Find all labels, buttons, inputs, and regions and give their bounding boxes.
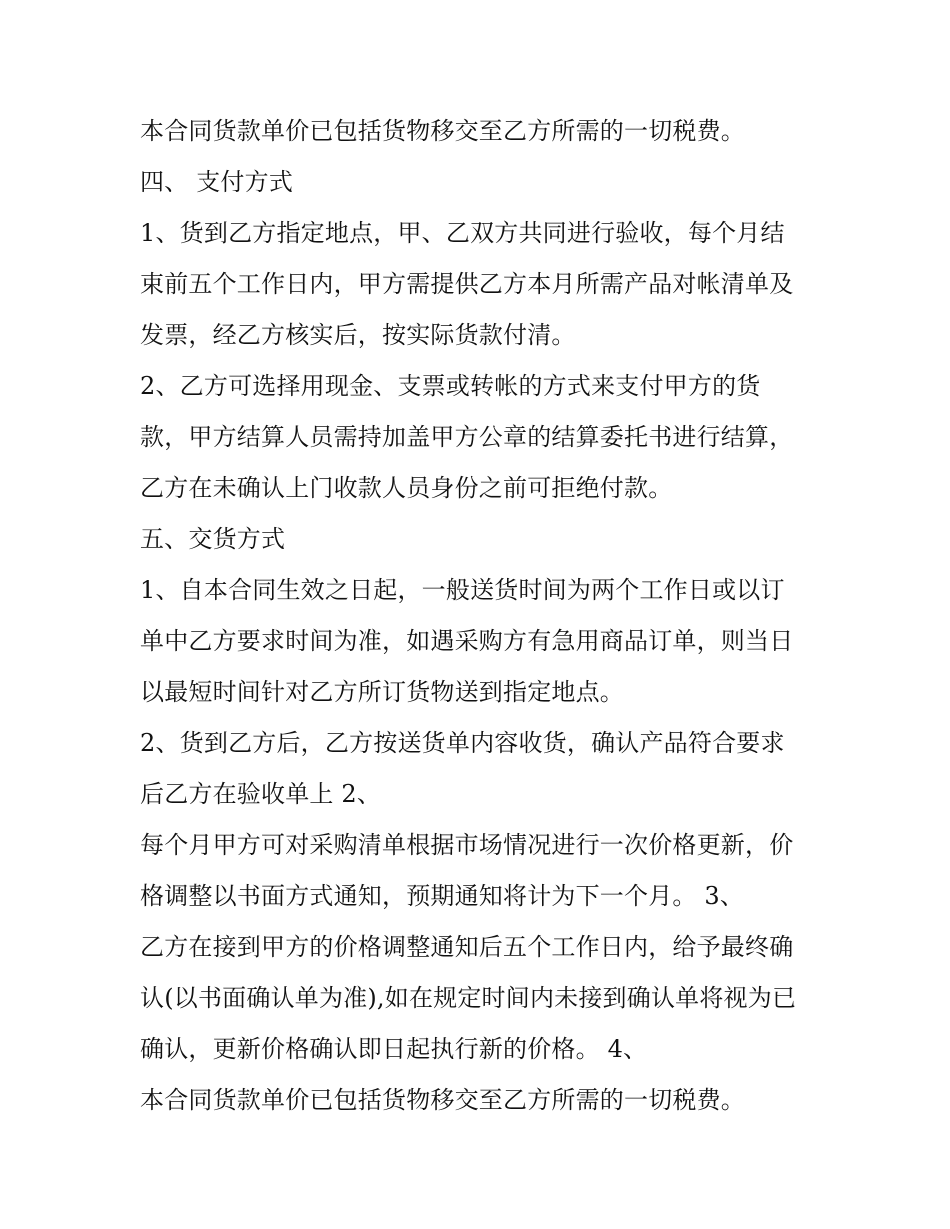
text-line: 发票，经乙方核实后，按实际货款付清。 xyxy=(140,321,576,349)
section-heading-delivery: 五、交货方式 xyxy=(140,525,286,553)
text-line: 1、货到乙方指定地点，甲、乙双方共同进行验收，每个月结 xyxy=(140,219,785,247)
text-line: 款，甲方结算人员需持加盖甲方公章的结算委托书进行结算， xyxy=(140,423,794,451)
section-heading-payment: 四、 支付方式 xyxy=(140,168,294,196)
text-line: 2、货到乙方后，乙方按送货单内容收货，确认产品符合要求 xyxy=(140,729,785,757)
text-line: 束前五个工作日内，甲方需提供乙方本月所需产品对帐清单及 xyxy=(140,270,794,298)
text-line: 确认，更新价格确认即日起执行新的价格。 4、 xyxy=(140,1035,648,1063)
text-line: 乙方在未确认上门收款人员身份之前可拒绝付款。 xyxy=(140,474,673,502)
text-line: 本合同货款单价已包括货物移交至乙方所需的一切税费。 xyxy=(140,1086,745,1114)
text-line: 2、乙方可选择用现金、支票或转帐的方式来支付甲方的货 xyxy=(140,372,761,400)
text-line: 本合同货款单价已包括货物移交至乙方所需的一切税费。 xyxy=(140,117,745,145)
text-line: 1、自本合同生效之日起，一般送货时间为两个工作日或以订 xyxy=(140,576,785,604)
text-line: 单中乙方要求时间为准，如遇采购方有急用商品订单，则当日 xyxy=(140,627,794,655)
text-line: 以最短时间针对乙方所订货物送到指定地点。 xyxy=(140,678,624,706)
text-line: 格调整以书面方式通知，预期通知将计为下一个月。 3、 xyxy=(140,882,745,910)
text-line: 乙方在接到甲方的价格调整通知后五个工作日内，给予最终确 xyxy=(140,933,794,961)
text-line: 认(以书面确认单为准),如在规定时间内未接到确认单将视为已 xyxy=(140,984,797,1012)
document-body xyxy=(140,106,820,1126)
text-line: 后乙方在验收单上 2、 xyxy=(140,780,382,808)
text-line: 每个月甲方可对采购清单根据市场情况进行一次价格更新，价 xyxy=(140,831,794,859)
